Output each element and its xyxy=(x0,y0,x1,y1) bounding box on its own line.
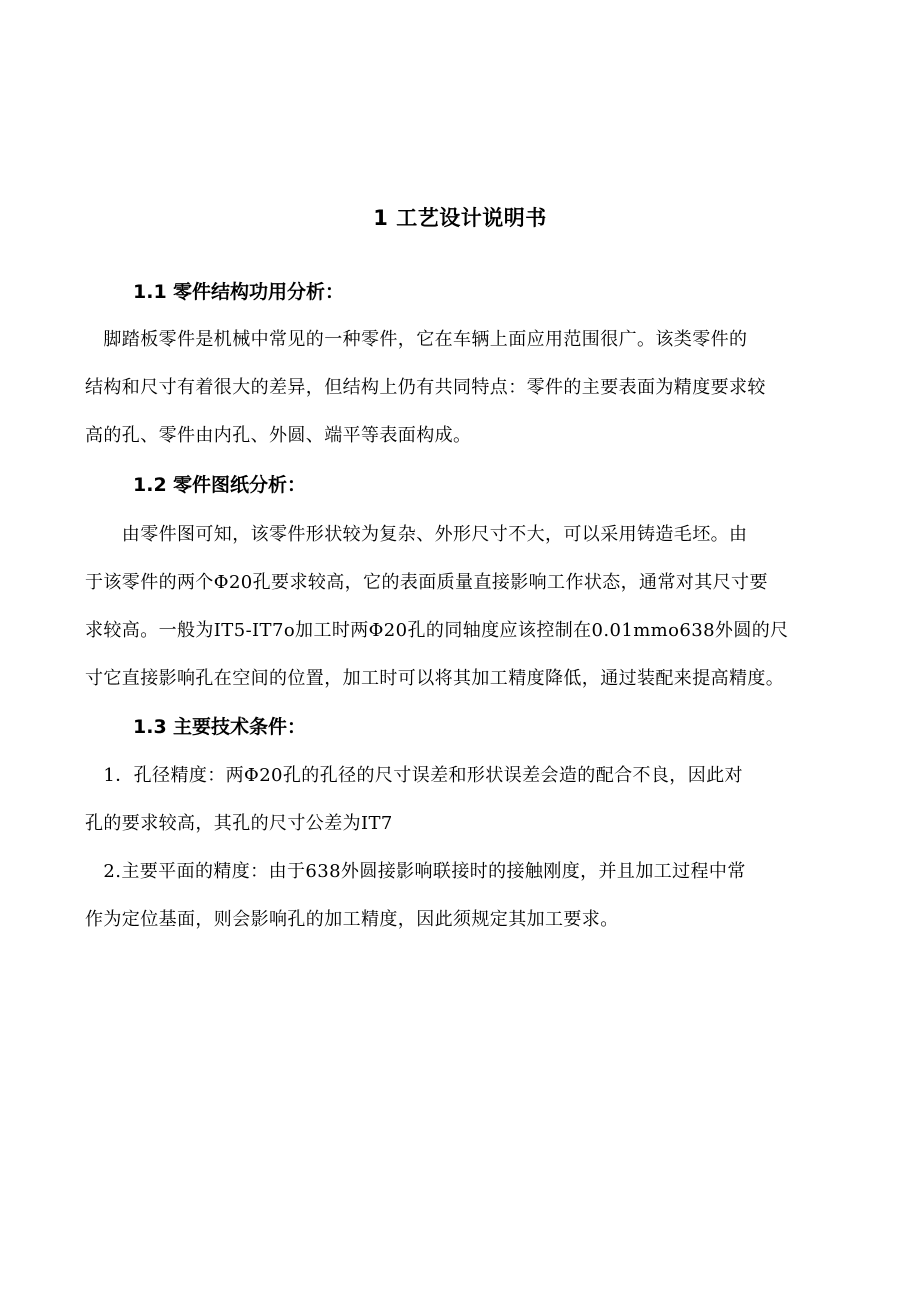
paragraph-line: 结构和尺寸有着很大的差异，但结构上仍有共同特点：零件的主要表面为精度要求较 xyxy=(85,377,766,398)
paragraph-line: 高的孔、零件由内孔、外圆、端平等表面构成。 xyxy=(85,425,472,446)
section-heading-1-1 xyxy=(133,277,344,307)
section-title: 主要技术条件： xyxy=(173,716,307,738)
list-item-line: 作为定位基面，则会影响孔的加工精度，因此须规定其加工要求。 xyxy=(85,909,619,930)
section-1-3-item-1 xyxy=(85,752,849,848)
list-item-line: 1．孔径精度：两Φ20孔的孔径的尺寸误差和形状误差会造的配合不良，因此对 xyxy=(85,765,743,786)
paragraph-line: 寸它直接影响孔在空间的位置，加工时可以将其加工精度降低，通过装配来提高精度。 xyxy=(85,668,785,689)
section-1-1-paragraph xyxy=(85,316,849,460)
paragraph-line: 由零件图可知，该零件形状较为复杂、外形尺寸不大，可以采用铸造毛坯。由 xyxy=(85,524,748,545)
section-number: 1.1 xyxy=(133,281,167,303)
section-1-3-item-2 xyxy=(85,848,849,944)
section-title: 零件图纸分析： xyxy=(173,474,307,496)
section-number: 1.3 xyxy=(133,716,167,738)
section-title: 零件结构功用分析： xyxy=(173,281,345,303)
paragraph-line: 求较高。一般为IT5-IT7o加工时两Φ20孔的同轴度应该控制在0.01mmo638外圆的尺 xyxy=(85,620,789,641)
section-heading-1-2 xyxy=(133,470,306,500)
section-number: 1.2 xyxy=(133,474,167,496)
list-item-line: 2.主要平面的精度：由于638外圆接影响联接时的接触刚度，并且加工过程中常 xyxy=(85,861,746,882)
section-heading-1-3 xyxy=(133,712,306,742)
list-item-line: 孔的要求较高，其孔的尺寸公差为IT7 xyxy=(85,813,393,834)
document-title: 1 工艺设计说明书 xyxy=(373,206,547,230)
paragraph-line: 脚踏板零件是机械中常见的一种零件，它在车辆上面应用范围很广。该类零件的 xyxy=(85,329,748,350)
paragraph-line: 于该零件的两个Φ20孔要求较高，它的表面质量直接影响工作状态，通常对其尺寸要 xyxy=(85,572,768,593)
section-1-2-paragraph xyxy=(85,511,849,703)
